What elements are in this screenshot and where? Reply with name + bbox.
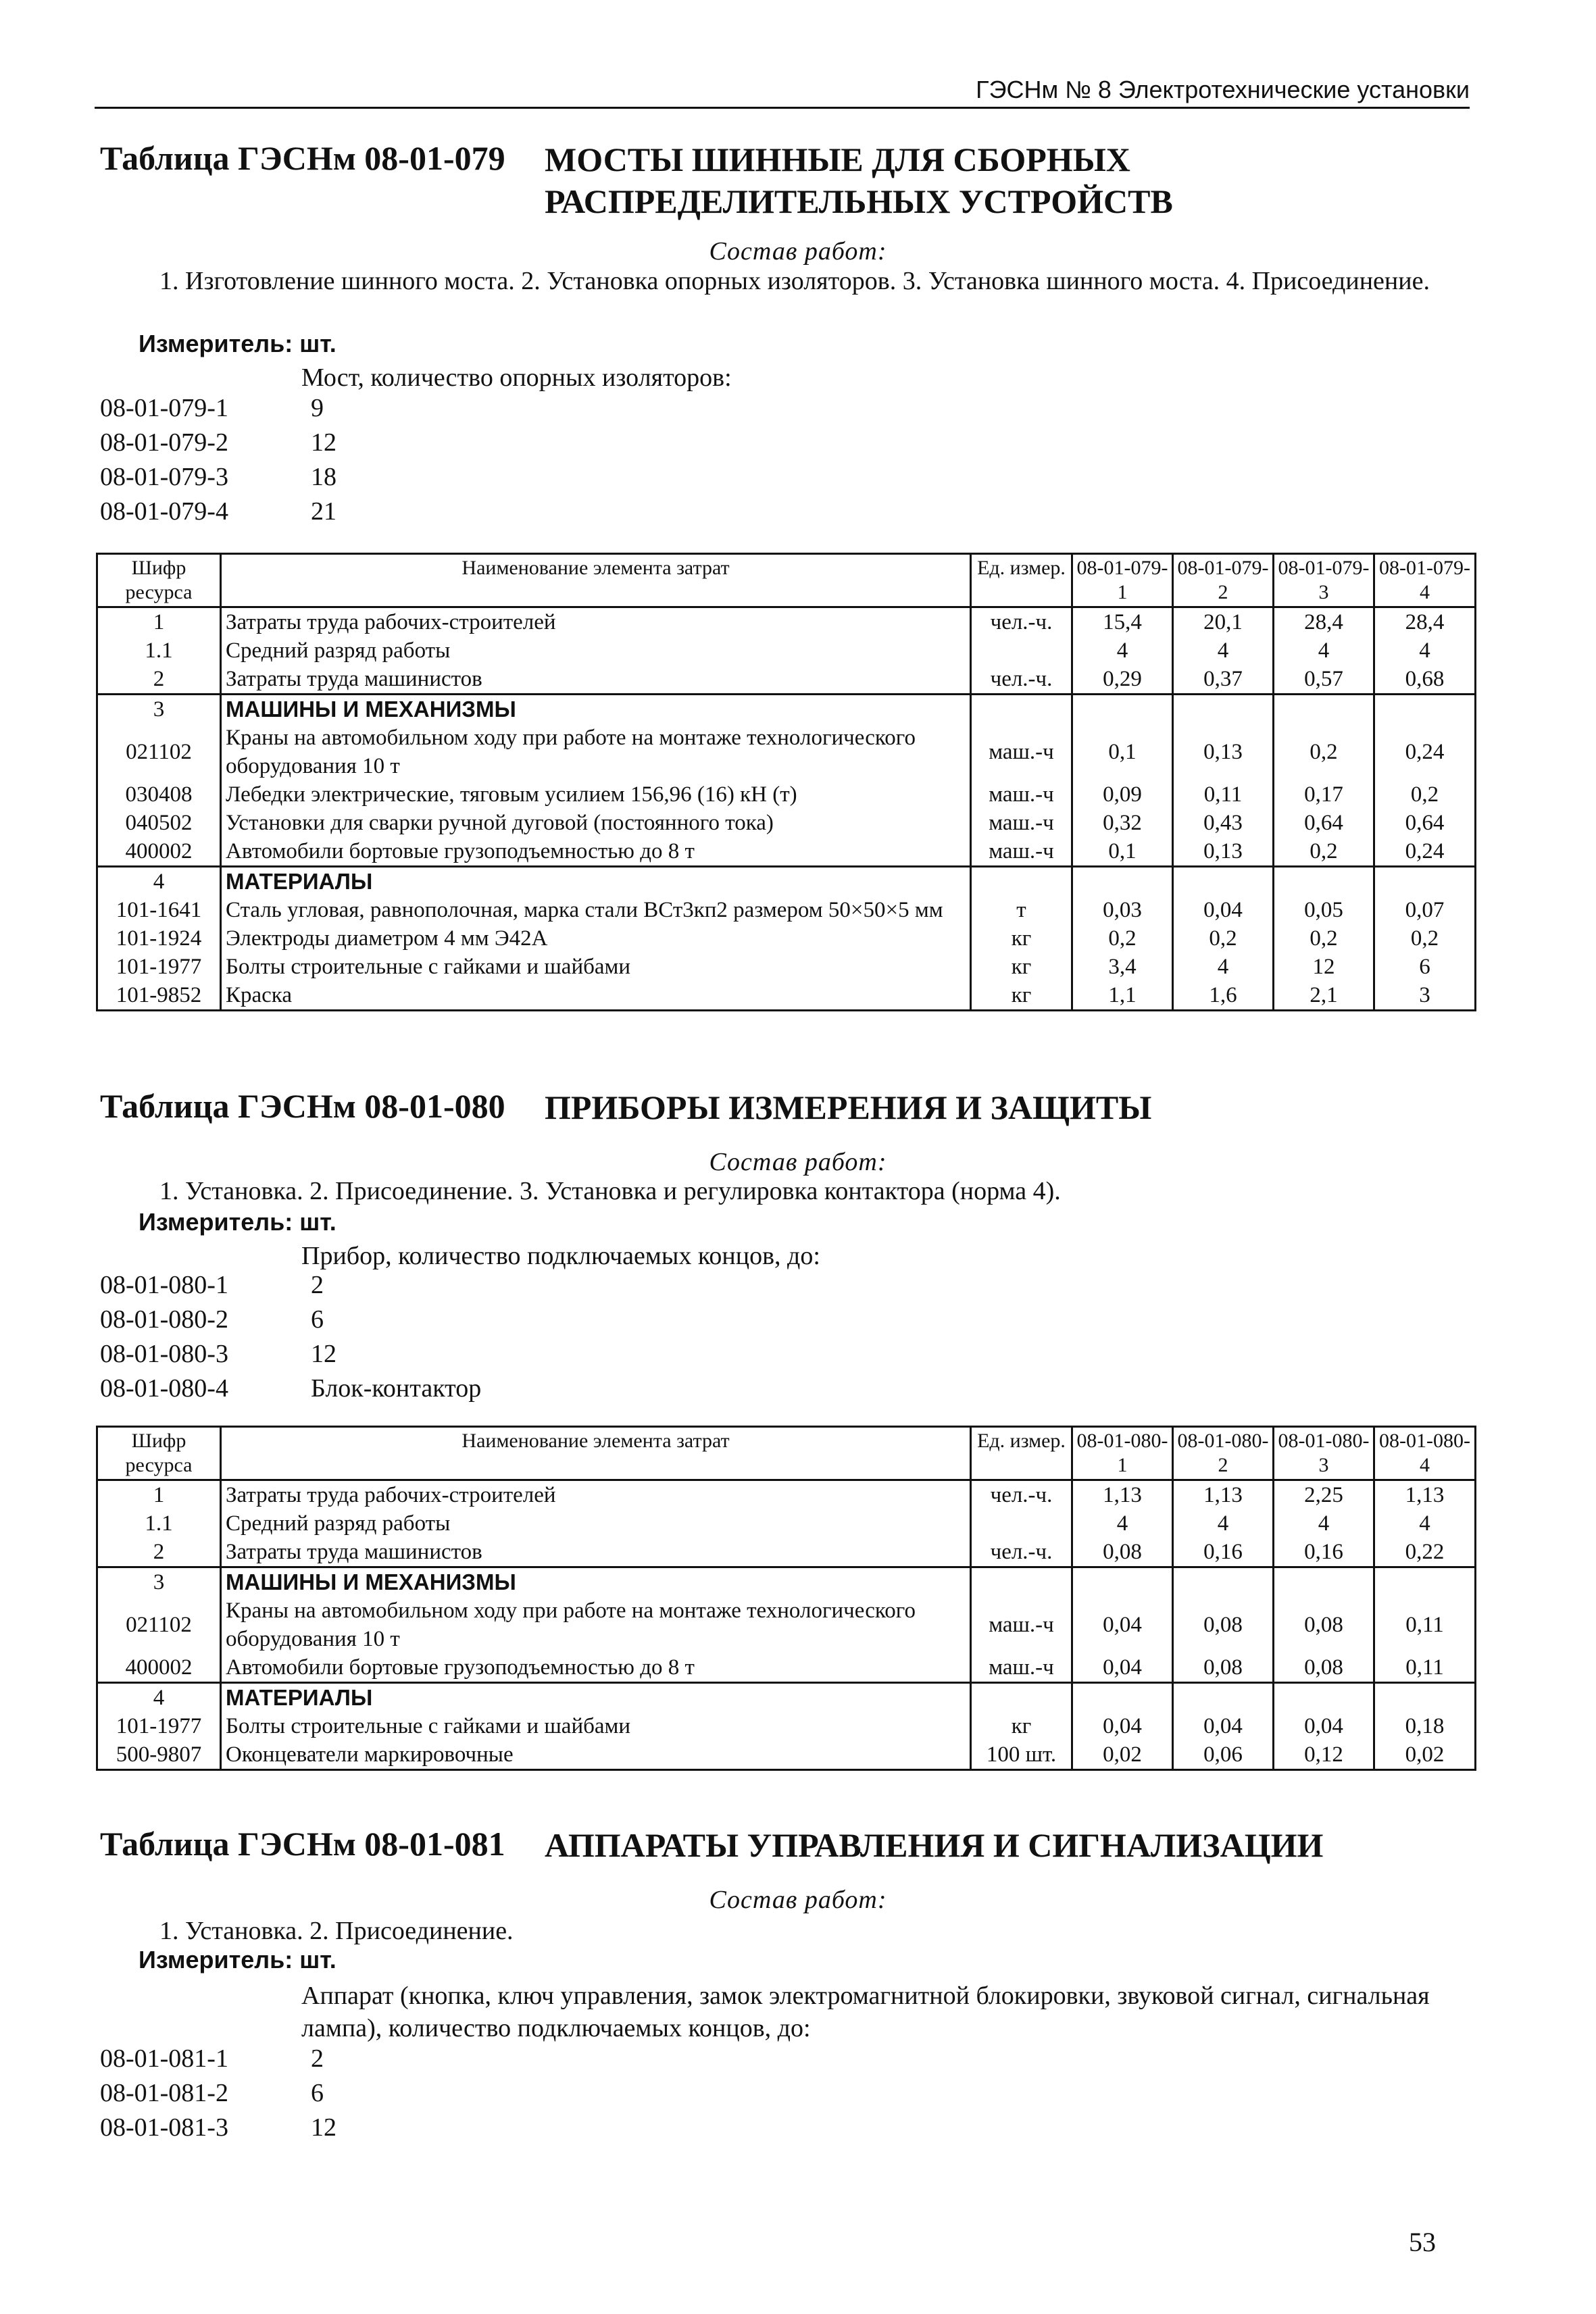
row-value-1: 0,1 (1072, 724, 1173, 780)
row-value-2: 20,1 (1173, 607, 1274, 637)
row-unit: маш.-ч (971, 1596, 1072, 1653)
row-unit: маш.-ч (971, 1653, 1072, 1683)
variant-code: 08-01-079-1 (100, 394, 228, 422)
row-unit: кг (971, 924, 1072, 953)
header-code: Шифр ресурса (97, 554, 221, 607)
row-code: 040502 (97, 809, 221, 837)
variant-value: 6 (311, 1305, 324, 1334)
variant-value: 9 (311, 394, 324, 422)
page-number: 53 (1409, 2227, 1436, 2257)
row-value-1: 1,1 (1072, 981, 1173, 1011)
variant-code: 08-01-080-4 (100, 1374, 228, 1403)
row-value-4: 0,11 (1374, 1653, 1476, 1683)
row-value-4: 0,2 (1374, 924, 1476, 953)
row-value-2: 0,04 (1173, 1712, 1274, 1740)
row-value-2 (1173, 1683, 1274, 1713)
row-unit: кг (971, 953, 1072, 981)
row-unit (971, 867, 1072, 897)
header-unit: Ед. измер. (971, 554, 1072, 607)
row-value-1: 0,32 (1072, 809, 1173, 837)
row-value-2 (1173, 867, 1274, 897)
row-code: 1.1 (97, 1509, 221, 1538)
table-080-work-heading: Состав работ: (709, 1148, 887, 1176)
table-row (97, 981, 1476, 1011)
row-value-3: 0,08 (1274, 1653, 1374, 1683)
row-value-2: 0,16 (1173, 1538, 1274, 1567)
row-value-1: 0,04 (1072, 1712, 1173, 1740)
row-value-3 (1274, 695, 1374, 724)
table-081-work-text: 1. Установка. 2. Присоединение. (159, 1917, 514, 1945)
row-value-4: 0,11 (1374, 1596, 1476, 1653)
row-value-4: 0,07 (1374, 896, 1476, 924)
table-row (97, 953, 1476, 981)
row-value-4: 0,02 (1374, 1740, 1476, 1770)
header-col-1: 08-01-080-1 (1072, 1427, 1173, 1480)
row-value-2: 4 (1173, 953, 1274, 981)
variant-value: 2 (311, 1271, 324, 1299)
variant-code: 08-01-081-3 (100, 2113, 228, 2142)
variant-value: 21 (311, 497, 336, 526)
row-value-3: 0,2 (1274, 724, 1374, 780)
variant-code: 08-01-079-3 (100, 463, 228, 491)
row-name: Автомобили бортовые грузоподъемностью до 8 т (221, 837, 971, 867)
row-unit: маш.-ч (971, 837, 1072, 867)
variant-code: 08-01-081-2 (100, 2079, 228, 2107)
row-name: Краны на автомобильном ходу при работе на монтаже технологического оборудования 10 т (221, 1596, 971, 1653)
row-name: Лебедки электрические, тяговым усилием 156,96 (16) кН (т) (221, 780, 971, 809)
row-unit: кг (971, 981, 1072, 1011)
row-value-3: 0,16 (1274, 1538, 1374, 1567)
row-value-1: 0,03 (1072, 896, 1173, 924)
row-code: 021102 (97, 1596, 221, 1653)
header-col-3: 08-01-080-3 (1274, 1427, 1374, 1480)
row-unit: маш.-ч (971, 724, 1072, 780)
table-079-code: Таблица ГЭСНм 08-01-079 (100, 139, 505, 177)
table-080-measure: Измеритель: шт. (139, 1208, 336, 1236)
row-value-1: 4 (1072, 1509, 1173, 1538)
row-value-1 (1072, 695, 1173, 724)
row-unit: маш.-ч (971, 809, 1072, 837)
row-name: Краны на автомобильном ходу при работе на монтаже технологического оборудования 10 т (221, 724, 971, 780)
row-code: 1.1 (97, 636, 221, 665)
row-code: 101-9852 (97, 981, 221, 1011)
row-value-4: 0,24 (1374, 837, 1476, 867)
row-value-2 (1173, 695, 1274, 724)
row-value-2: 0,06 (1173, 1740, 1274, 1770)
row-value-2: 4 (1173, 636, 1274, 665)
row-value-3: 4 (1274, 1509, 1374, 1538)
row-code: 101-1977 (97, 1712, 221, 1740)
row-value-1: 3,4 (1072, 953, 1173, 981)
row-unit: чел.-ч. (971, 607, 1072, 637)
row-value-3: 0,05 (1274, 896, 1374, 924)
table-081-name: АППАРАТЫ УПРАВЛЕНИЯ И СИГНАЛИЗАЦИИ (545, 1826, 1324, 1864)
header-name: Наименование элемента затрат (221, 554, 971, 607)
table-row (97, 867, 1476, 897)
table-row (97, 1683, 1476, 1713)
table-row (97, 636, 1476, 665)
variant-value: 12 (311, 428, 336, 457)
table-080-code: Таблица ГЭСНм 08-01-080 (100, 1087, 505, 1125)
row-value-4 (1374, 867, 1476, 897)
row-value-1: 1,13 (1072, 1480, 1173, 1510)
table-row (97, 607, 1476, 637)
row-unit (971, 636, 1072, 665)
row-code: 500-9807 (97, 1740, 221, 1770)
table-header-row (97, 1427, 1476, 1480)
row-code: 2 (97, 665, 221, 695)
variant-code: 08-01-080-3 (100, 1340, 228, 1368)
table-row (97, 665, 1476, 695)
row-value-3: 0,04 (1274, 1712, 1374, 1740)
header-col-2: 08-01-079-2 (1173, 554, 1274, 607)
table-079-work-text: 1. Изготовление шинного моста. 2. Установка опорных изоляторов. 3. Установка шинного моста. 4. Присоединение. (159, 267, 1430, 295)
row-name: МАШИНЫ И МЕХАНИЗМЫ (221, 695, 971, 724)
row-value-3: 28,4 (1274, 607, 1374, 637)
variant-value: 12 (311, 1340, 336, 1368)
table-079-work-heading: Состав работ: (709, 237, 887, 266)
table-row (97, 1596, 1476, 1653)
row-name: Затраты труда машинистов (221, 1538, 971, 1567)
row-value-2: 0,08 (1173, 1596, 1274, 1653)
row-value-4: 0,68 (1374, 665, 1476, 695)
row-value-1: 0,02 (1072, 1740, 1173, 1770)
table-row (97, 1712, 1476, 1740)
table-header-row (97, 554, 1476, 607)
header-code: Шифр ресурса (97, 1427, 221, 1480)
table-row (97, 809, 1476, 837)
table-row (97, 1480, 1476, 1510)
row-value-1 (1072, 1683, 1173, 1713)
resource-table-079 (96, 553, 1476, 1011)
header-col-3: 08-01-079-3 (1274, 554, 1374, 607)
row-value-1: 0,1 (1072, 837, 1173, 867)
row-value-2: 0,13 (1173, 837, 1274, 867)
row-value-2: 0,11 (1173, 780, 1274, 809)
row-value-1 (1072, 1567, 1173, 1597)
row-name: МАТЕРИАЛЫ (221, 867, 971, 897)
row-value-3: 0,2 (1274, 837, 1374, 867)
row-value-2: 0,13 (1173, 724, 1274, 780)
row-value-4: 4 (1374, 636, 1476, 665)
running-header: ГЭСНм № 8 Электротехнические установки (95, 76, 1470, 109)
row-unit (971, 1509, 1072, 1538)
variant-code: 08-01-081-1 (100, 2044, 228, 2073)
row-value-3 (1274, 1567, 1374, 1597)
row-unit: чел.-ч. (971, 665, 1072, 695)
row-value-4: 0,24 (1374, 724, 1476, 780)
variant-value: 6 (311, 2079, 324, 2107)
row-name: Затраты труда рабочих-строителей (221, 1480, 971, 1510)
header-name: Наименование элемента затрат (221, 1427, 971, 1480)
row-value-1: 0,04 (1072, 1653, 1173, 1683)
row-code: 101-1641 (97, 896, 221, 924)
row-unit: 100 шт. (971, 1740, 1072, 1770)
row-code: 1 (97, 1480, 221, 1510)
row-name: Электроды диаметром 4 мм Э42А (221, 924, 971, 953)
table-081-code: Таблица ГЭСНм 08-01-081 (100, 1825, 505, 1863)
table-079-measure: Измеритель: шт. (139, 330, 336, 357)
row-value-4: 0,18 (1374, 1712, 1476, 1740)
header-col-4: 08-01-079-4 (1374, 554, 1476, 607)
row-value-2: 0,08 (1173, 1653, 1274, 1683)
table-row (97, 837, 1476, 867)
row-name: Болты строительные с гайками и шайбами (221, 953, 971, 981)
row-code: 400002 (97, 1653, 221, 1683)
row-value-3 (1274, 867, 1374, 897)
row-code: 2 (97, 1538, 221, 1567)
row-code: 3 (97, 1567, 221, 1597)
row-unit (971, 1683, 1072, 1713)
row-value-4: 3 (1374, 981, 1476, 1011)
row-value-2: 1,13 (1173, 1480, 1274, 1510)
row-value-1: 15,4 (1072, 607, 1173, 637)
table-row (97, 695, 1476, 724)
table-row (97, 1740, 1476, 1770)
row-value-3: 0,57 (1274, 665, 1374, 695)
row-unit: маш.-ч (971, 780, 1072, 809)
row-code: 030408 (97, 780, 221, 809)
row-unit (971, 695, 1072, 724)
row-value-2 (1173, 1567, 1274, 1597)
table-079-name-line2: РАСПРЕДЕЛИТЕЛЬНЫХ УСТРОЙСТВ (545, 182, 1173, 220)
row-value-3: 0,2 (1274, 924, 1374, 953)
row-name: Болты строительные с гайками и шайбами (221, 1712, 971, 1740)
row-value-4: 4 (1374, 1509, 1476, 1538)
row-value-4: 0,64 (1374, 809, 1476, 837)
table-079-name-line1: МОСТЫ ШИННЫЕ ДЛЯ СБОРНЫХ (545, 141, 1130, 178)
variant-value: 2 (311, 2044, 324, 2073)
row-code: 4 (97, 1683, 221, 1713)
table-row (97, 1538, 1476, 1567)
row-value-3 (1274, 1683, 1374, 1713)
table-row (97, 1509, 1476, 1538)
row-name: Затраты труда рабочих-строителей (221, 607, 971, 637)
row-value-4 (1374, 1567, 1476, 1597)
row-value-1 (1072, 867, 1173, 897)
row-value-3: 2,1 (1274, 981, 1374, 1011)
row-value-4: 0,2 (1374, 780, 1476, 809)
table-081-work-heading: Состав работ: (709, 1886, 887, 1914)
row-value-1: 4 (1072, 636, 1173, 665)
row-name: Затраты труда машинистов (221, 665, 971, 695)
row-code: 101-1924 (97, 924, 221, 953)
table-row (97, 896, 1476, 924)
row-value-3: 0,12 (1274, 1740, 1374, 1770)
table-080-name: ПРИБОРЫ ИЗМЕРЕНИЯ И ЗАЩИТЫ (545, 1088, 1152, 1126)
row-name: Краска (221, 981, 971, 1011)
row-code: 400002 (97, 837, 221, 867)
table-row (97, 780, 1476, 809)
row-value-4 (1374, 1683, 1476, 1713)
row-code: 3 (97, 695, 221, 724)
row-value-2: 1,6 (1173, 981, 1274, 1011)
table-081-measure: Измеритель: шт. (139, 1946, 336, 1973)
row-value-4 (1374, 695, 1476, 724)
header-col-1: 08-01-079-1 (1072, 554, 1173, 607)
table-080-work-text: 1. Установка. 2. Присоединение. 3. Установка и регулировка контактора (норма 4). (159, 1177, 1061, 1205)
table-080-param-desc: Прибор, количество подключаемых концов, до: (301, 1242, 820, 1270)
row-name: МАТЕРИАЛЫ (221, 1683, 971, 1713)
row-value-4: 1,13 (1374, 1480, 1476, 1510)
row-unit (971, 1567, 1072, 1597)
variant-code: 08-01-080-2 (100, 1305, 228, 1334)
row-value-2: 0,04 (1173, 896, 1274, 924)
row-code: 101-1977 (97, 953, 221, 981)
variant-code: 08-01-079-2 (100, 428, 228, 457)
row-value-1: 0,08 (1072, 1538, 1173, 1567)
row-name: Установки для сварки ручной дуговой (постоянного тока) (221, 809, 971, 837)
row-value-3: 4 (1274, 636, 1374, 665)
table-row (97, 924, 1476, 953)
row-value-4: 6 (1374, 953, 1476, 981)
row-unit: кг (971, 1712, 1072, 1740)
row-code: 021102 (97, 724, 221, 780)
row-value-2: 0,43 (1173, 809, 1274, 837)
resource-table-080 (96, 1426, 1476, 1771)
row-code: 4 (97, 867, 221, 897)
row-value-3: 0,08 (1274, 1596, 1374, 1653)
row-unit: чел.-ч. (971, 1538, 1072, 1567)
row-value-3: 12 (1274, 953, 1374, 981)
row-value-1: 0,09 (1072, 780, 1173, 809)
row-value-1: 0,04 (1072, 1596, 1173, 1653)
table-row (97, 1653, 1476, 1683)
row-name: Сталь угловая, равнополочная, марка стали ВСт3кп2 размером 50×50×5 мм (221, 896, 971, 924)
header-col-4: 08-01-080-4 (1374, 1427, 1476, 1480)
row-name: Автомобили бортовые грузоподъемностью до 8 т (221, 1653, 971, 1683)
row-unit: т (971, 896, 1072, 924)
row-value-3: 0,17 (1274, 780, 1374, 809)
row-value-4: 0,22 (1374, 1538, 1476, 1567)
table-row (97, 724, 1476, 780)
row-unit: чел.-ч. (971, 1480, 1072, 1510)
row-value-1: 0,29 (1072, 665, 1173, 695)
row-value-3: 2,25 (1274, 1480, 1374, 1510)
variant-code: 08-01-080-1 (100, 1271, 228, 1299)
variant-value: 12 (311, 2113, 336, 2142)
row-name: Средний разряд работы (221, 1509, 971, 1538)
header-unit: Ед. измер. (971, 1427, 1072, 1480)
row-value-2: 0,37 (1173, 665, 1274, 695)
table-079-name (545, 139, 1423, 222)
row-value-4: 28,4 (1374, 607, 1476, 637)
row-value-2: 0,2 (1173, 924, 1274, 953)
row-name: Средний разряд работы (221, 636, 971, 665)
table-081-param-desc: Аппарат (кнопка, ключ управления, замок электромагнитной блокировки, звуковой сигнал, сигнальная лампа), количество подключаемых концов, до: (301, 1982, 1430, 2042)
row-name: МАШИНЫ И МЕХАНИЗМЫ (221, 1567, 971, 1597)
row-value-2: 4 (1173, 1509, 1274, 1538)
variant-code: 08-01-079-4 (100, 497, 228, 526)
row-code: 1 (97, 607, 221, 637)
row-name: Оконцеватели маркировочные (221, 1740, 971, 1770)
row-value-3: 0,64 (1274, 809, 1374, 837)
row-value-1: 0,2 (1072, 924, 1173, 953)
header-col-2: 08-01-080-2 (1173, 1427, 1274, 1480)
table-row (97, 1567, 1476, 1597)
variant-value: Блок-контактор (311, 1374, 482, 1403)
table-079-param-desc: Мост, количество опорных изоляторов: (301, 363, 732, 392)
variant-value: 18 (311, 463, 336, 491)
